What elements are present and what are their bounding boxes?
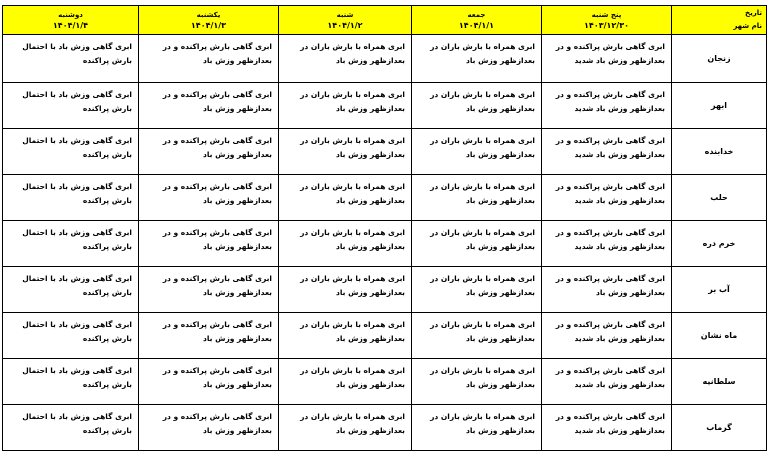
forecast-cell xyxy=(542,313,672,359)
corner-header-cell xyxy=(672,6,767,35)
forecast-text: ابری گاهی بارش پراکنده و در بعدازظهر وزش باد xyxy=(555,274,665,297)
forecast-cell xyxy=(412,313,542,359)
forecast-text: ابری گاهی بارش پراکنده و در بعدازظهر وزش باد شدید xyxy=(555,42,665,65)
forecast-text: ابری گاهی بارش پراکنده و در بعدازظهر وزش باد xyxy=(162,366,272,389)
forecast-cell xyxy=(279,267,412,313)
forecast-cell xyxy=(542,405,672,451)
day-date: ۱۴۰۳/۱۲/۳۰ xyxy=(584,20,629,30)
forecast-text: ابری گاهی وزش باد با احتمال بارش پراکنده xyxy=(22,366,132,389)
city-name-cell: ماه نشان xyxy=(672,313,767,359)
day-name: جمعه xyxy=(467,10,486,19)
forecast-text: ابری گاهی بارش پراکنده و در بعدازظهر وزش باد شدید xyxy=(555,90,665,113)
forecast-text: ابری گاهی بارش پراکنده و در بعدازظهر وزش باد شدید xyxy=(555,366,665,389)
forecast-cell xyxy=(542,129,672,175)
forecast-text: ابری گاهی بارش پراکنده و در بعدازظهر وزش باد xyxy=(162,90,272,113)
forecast-text: ابری گاهی وزش باد با احتمال بارش پراکنده xyxy=(22,182,132,205)
day-header-saturday xyxy=(279,6,412,35)
forecast-cell xyxy=(139,221,279,267)
forecast-cell xyxy=(279,359,412,405)
day-date: ۱۴۰۴/۱/۳ xyxy=(190,20,227,30)
forecast-text: ابری گاهی بارش پراکنده و در بعدازظهر وزش باد xyxy=(162,412,272,435)
day-date: ۱۴۰۴/۱/۱ xyxy=(458,20,495,30)
city-name-cell: خدابنده xyxy=(672,129,767,175)
forecast-text: ابری گاهی بارش پراکنده و در بعدازظهر وزش باد xyxy=(162,228,272,251)
forecast-cell xyxy=(412,83,542,129)
forecast-text: ابری گاهی بارش پراکنده و در بعدازظهر وزش باد xyxy=(162,182,272,205)
table-row xyxy=(3,359,767,405)
forecast-cell xyxy=(139,129,279,175)
forecast-text: ابری گاهی بارش پراکنده و در بعدازظهر وزش باد شدید xyxy=(555,320,665,343)
forecast-cell xyxy=(3,175,139,221)
city-name-cell: آب بر xyxy=(672,267,767,313)
table-row xyxy=(3,175,767,221)
forecast-text: ابری همراه با بارش باران در بعدازظهر وزش باد xyxy=(430,228,535,251)
forecast-text: ابری همراه با بارش باران در بعدازظهر وزش باد xyxy=(300,320,405,343)
day-date: ۱۴۰۴/۱/۲ xyxy=(327,20,363,30)
forecast-cell xyxy=(412,267,542,313)
forecast-cell xyxy=(279,221,412,267)
forecast-text: ابری گاهی وزش باد با احتمال بارش پراکنده xyxy=(22,228,132,251)
forecast-text: ابری گاهی وزش باد با احتمال بارش پراکنده xyxy=(22,320,132,343)
forecast-cell xyxy=(279,175,412,221)
table-row xyxy=(3,267,767,313)
forecast-cell xyxy=(542,175,672,221)
forecast-text: ابری گاهی وزش باد با احتمال بارش پراکنده xyxy=(22,136,132,159)
forecast-cell xyxy=(3,313,139,359)
forecast-cell xyxy=(139,405,279,451)
forecast-text: ابری گاهی بارش پراکنده و در بعدازظهر وزش باد xyxy=(162,136,272,159)
table-row xyxy=(3,313,767,359)
forecast-cell xyxy=(542,35,672,83)
weather-forecast-table xyxy=(2,5,767,451)
day-header-thursday xyxy=(542,6,672,35)
forecast-text: ابری همراه با بارش باران در بعدازظهر وزش باد xyxy=(430,90,535,113)
forecast-cell xyxy=(279,405,412,451)
city-name-cell: گرماب xyxy=(672,405,767,451)
forecast-cell xyxy=(542,267,672,313)
forecast-text: ابری گاهی بارش پراکنده و در بعدازظهر وزش باد xyxy=(162,320,272,343)
forecast-cell xyxy=(3,35,139,83)
forecast-cell xyxy=(542,359,672,405)
forecast-cell xyxy=(542,221,672,267)
day-name: دوشنبه xyxy=(58,10,83,19)
forecast-cell xyxy=(412,35,542,83)
forecast-text: ابری همراه با بارش باران در بعدازظهر وزش باد xyxy=(430,274,535,297)
forecast-text: ابری همراه با بارش باران در بعدازظهر وزش باد xyxy=(300,182,405,205)
forecast-text: ابری گاهی بارش پراکنده و در بعدازظهر وزش باد شدید xyxy=(555,136,665,159)
forecast-cell xyxy=(412,175,542,221)
forecast-table-body xyxy=(3,35,767,451)
forecast-text: ابری همراه با بارش باران در بعدازظهر وزش باد xyxy=(430,42,535,65)
forecast-cell xyxy=(279,129,412,175)
city-name-cell: حلب xyxy=(672,175,767,221)
city-name-cell: ابهر xyxy=(672,83,767,129)
forecast-cell xyxy=(139,267,279,313)
forecast-text: ابری همراه با بارش باران در بعدازظهر وزش باد xyxy=(300,228,405,251)
forecast-text: ابری همراه با بارش باران در بعدازظهر وزش باد xyxy=(430,366,535,389)
forecast-text: ابری همراه با بارش باران در بعدازظهر وزش باد xyxy=(300,274,405,297)
city-name-cell: زنجان xyxy=(672,35,767,83)
forecast-text: ابری همراه با بارش باران در بعدازظهر وزش باد xyxy=(430,320,535,343)
forecast-cell xyxy=(412,405,542,451)
forecast-cell xyxy=(3,83,139,129)
forecast-cell xyxy=(3,359,139,405)
forecast-text: ابری گاهی وزش باد با احتمال بارش پراکنده xyxy=(22,274,132,297)
header-row xyxy=(3,6,767,35)
day-header-friday xyxy=(412,6,542,35)
day-date: ۱۴۰۴/۱/۴ xyxy=(52,20,89,30)
city-name-cell: سلطانیه xyxy=(672,359,767,405)
forecast-text: ابری گاهی بارش پراکنده و در بعدازظهر وزش باد شدید xyxy=(555,182,665,205)
city-name-cell: خرم دره xyxy=(672,221,767,267)
forecast-cell xyxy=(279,35,412,83)
forecast-text: ابری همراه با بارش باران در بعدازظهر وزش باد xyxy=(300,366,405,389)
forecast-cell xyxy=(139,359,279,405)
forecast-cell xyxy=(542,83,672,129)
forecast-cell xyxy=(3,267,139,313)
forecast-text: ابری همراه با بارش باران در بعدازظهر وزش باد xyxy=(430,136,535,159)
forecast-cell xyxy=(279,83,412,129)
day-name: شنبه xyxy=(336,10,354,19)
forecast-cell xyxy=(3,221,139,267)
forecast-cell xyxy=(139,83,279,129)
forecast-text: ابری گاهی بارش پراکنده و در بعدازظهر وزش باد xyxy=(162,274,272,297)
corner-date-label: تاریخ xyxy=(745,9,762,17)
corner-city-label: نام شهر xyxy=(733,22,762,30)
forecast-text: ابری گاهی بارش پراکنده و در بعدازظهر وزش باد xyxy=(162,42,272,65)
forecast-text: ابری همراه با بارش باران در بعدازظهر وزش باد xyxy=(300,42,405,65)
forecast-cell xyxy=(279,313,412,359)
forecast-cell xyxy=(3,405,139,451)
forecast-text: ابری همراه با بارش باران در بعدازظهر وزش باد xyxy=(300,136,405,159)
forecast-text: ابری همراه با بارش باران در بعدازظهر وزش باد xyxy=(430,412,535,435)
forecast-cell xyxy=(412,359,542,405)
forecast-cell xyxy=(139,313,279,359)
forecast-table-wrapper xyxy=(2,5,766,451)
day-name: پنج شنبه xyxy=(591,10,622,19)
day-name: یکشنبه xyxy=(196,10,221,19)
forecast-text: ابری گاهی بارش پراکنده و در بعدازظهر وزش باد شدید xyxy=(555,228,665,251)
forecast-text: ابری گاهی بارش پراکنده و در بعدازظهر وزش باد شدید xyxy=(555,412,665,435)
table-row xyxy=(3,405,767,451)
forecast-cell xyxy=(139,35,279,83)
forecast-text: ابری گاهی وزش باد با احتمال بارش پراکنده xyxy=(22,42,132,65)
forecast-cell xyxy=(412,129,542,175)
table-row xyxy=(3,129,767,175)
table-row xyxy=(3,83,767,129)
forecast-cell xyxy=(139,175,279,221)
forecast-text: ابری همراه با بارش باران در بعدازظهر وزش باد xyxy=(430,182,535,205)
forecast-text: ابری همراه با بارش باران در بعدازظهر وزش باد xyxy=(300,412,405,435)
forecast-text: ابری همراه با بارش باران در بعدازظهر وزش باد xyxy=(300,90,405,113)
forecast-text: ابری گاهی وزش باد با احتمال بارش پراکنده xyxy=(22,412,132,435)
day-header-sunday xyxy=(139,6,279,35)
forecast-cell xyxy=(412,221,542,267)
table-row xyxy=(3,35,767,83)
forecast-cell xyxy=(3,129,139,175)
forecast-text: ابری گاهی وزش باد با احتمال بارش پراکنده xyxy=(22,90,132,113)
day-header-monday xyxy=(3,6,139,35)
table-row xyxy=(3,221,767,267)
